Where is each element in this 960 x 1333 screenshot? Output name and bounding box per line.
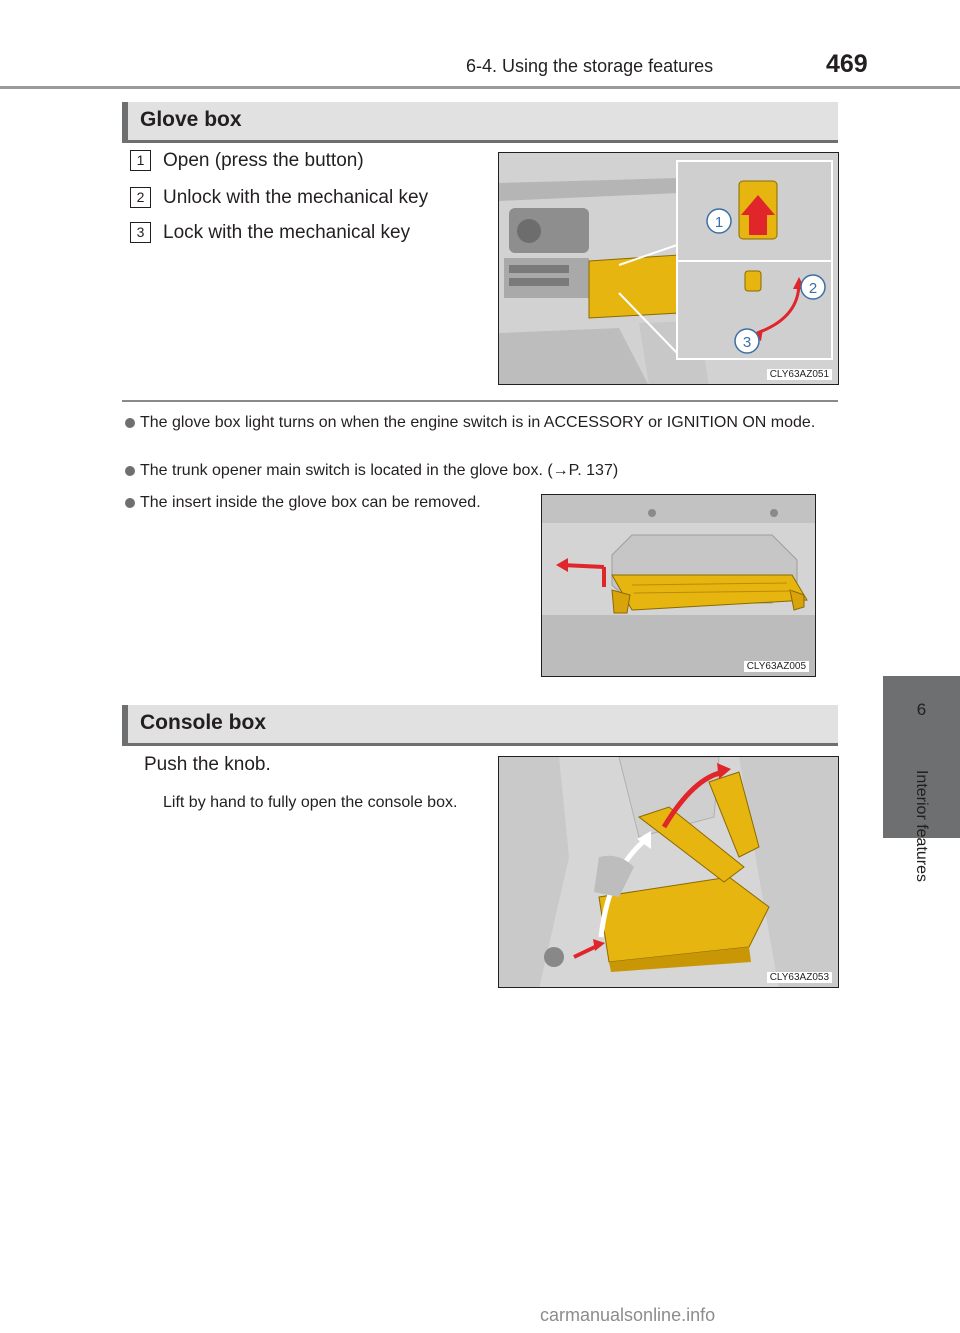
glove-box-illustration: [498, 152, 839, 385]
header-rule: [0, 86, 960, 89]
image-code: CLY63AZ051: [767, 369, 832, 380]
section-header-console-box: [122, 705, 838, 743]
note-text: The insert inside the glove box can be removed.: [140, 494, 481, 511]
header-title: 6-4. Using the storage features: [466, 56, 714, 76]
bullet-icon: [125, 466, 135, 476]
note-text: The trunk opener main switch is located in the glove box. (→P. 137): [140, 462, 619, 479]
step-text: Push the knob.: [144, 754, 271, 775]
section-header-glove-box: [122, 102, 838, 140]
image-code: CLY63AZ005: [744, 661, 809, 672]
console-box-illustration: [498, 756, 839, 988]
section-title: Console box: [140, 711, 267, 734]
glove-box-insert-illustration: [541, 494, 816, 677]
section-divider: [122, 400, 838, 402]
glove-box-drawing: [499, 153, 839, 385]
svg-text:3: 3: [742, 334, 752, 351]
step-number: 2: [130, 187, 151, 208]
note-text: The glove box light turns on when the engine switch is in ACCESSORY or IGNITION ON mode.: [140, 414, 816, 431]
chapter-number: 6: [916, 700, 927, 719]
svg-text:1: 1: [714, 214, 724, 231]
page-number: 469: [826, 50, 868, 78]
step-number: 3: [130, 222, 151, 243]
console-drawing: [499, 757, 839, 988]
svg-text:2: 2: [808, 280, 818, 297]
section-title: Glove box: [140, 108, 242, 131]
step-text: Lock with the mechanical key: [163, 222, 411, 243]
image-code: CLY63AZ053: [767, 972, 832, 983]
step-text: Unlock with the mechanical key: [163, 187, 429, 208]
watermark: carmanualsonline.info: [540, 1305, 716, 1325]
step-number: 1: [130, 150, 151, 171]
sub-note-text: Lift by hand to fully open the console box.: [163, 794, 458, 811]
insert-drawing: [542, 495, 816, 677]
step-text: Open (press the button): [163, 150, 364, 171]
bullet-icon: [125, 498, 135, 508]
bullet-icon: [125, 418, 135, 428]
chapter-label: Interior features: [913, 769, 930, 883]
